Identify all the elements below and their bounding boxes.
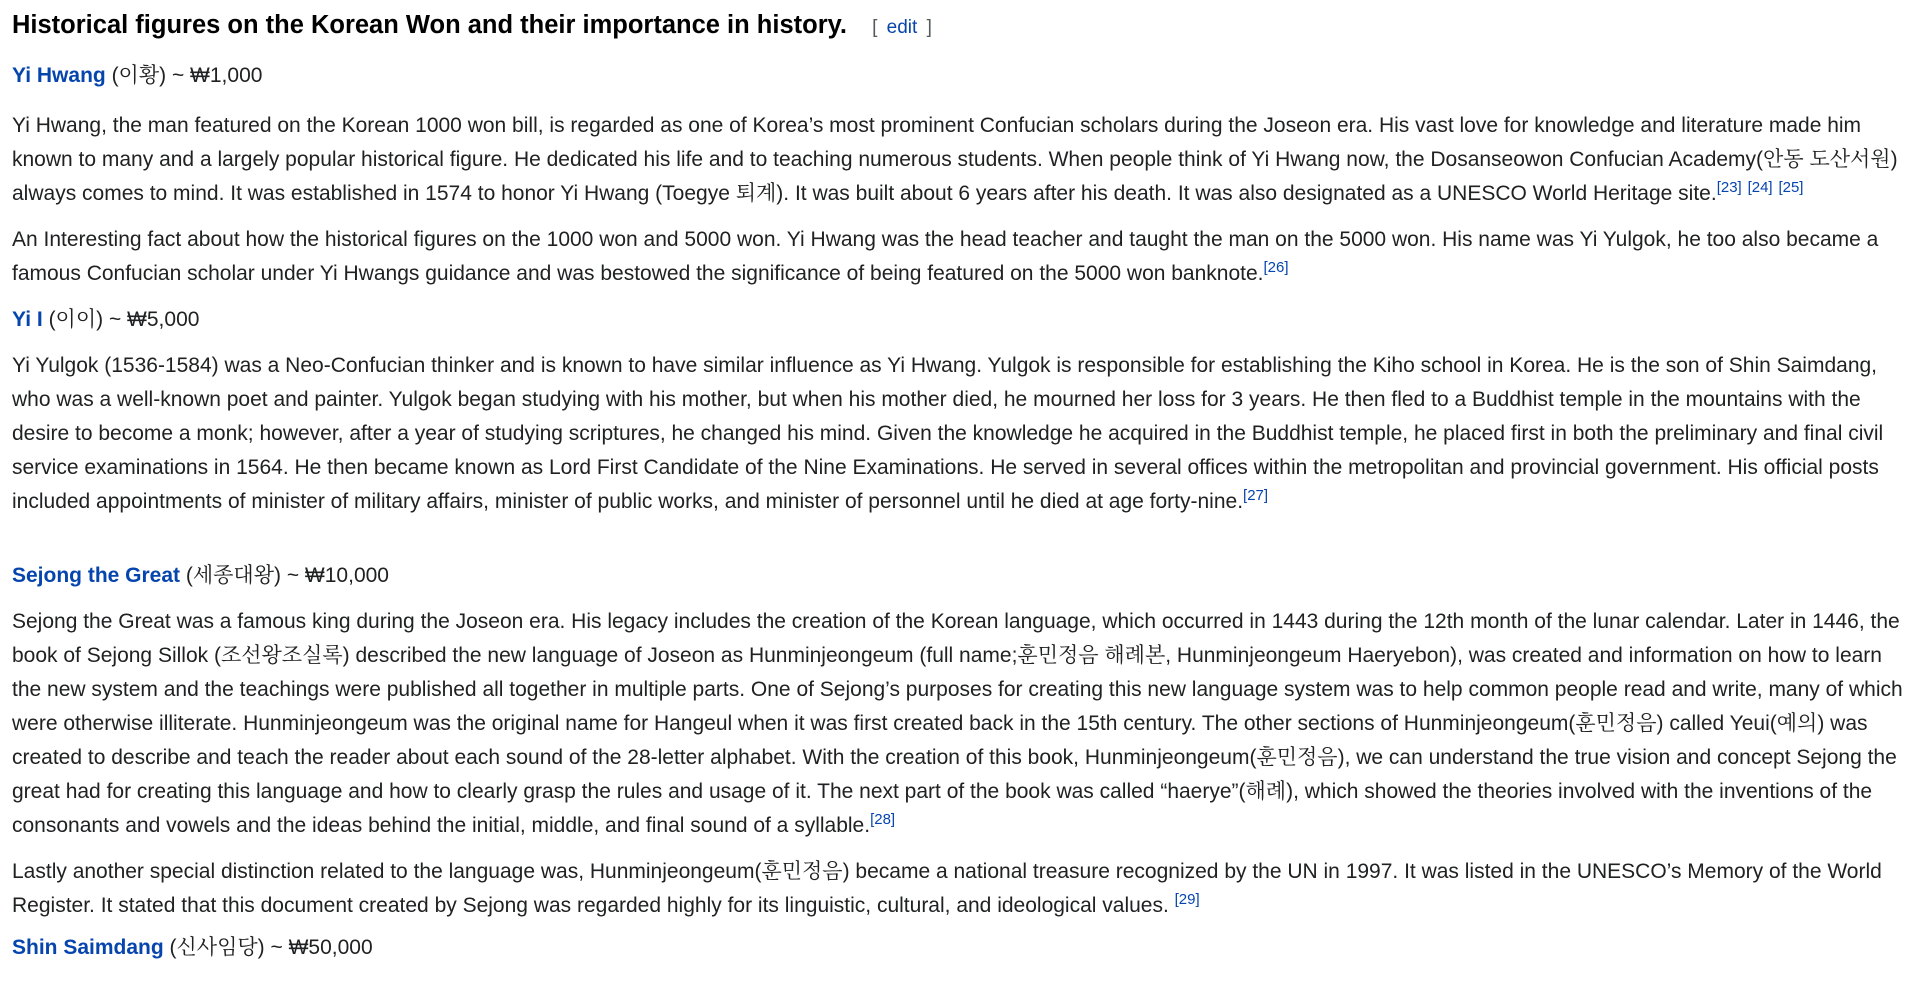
citation-link[interactable]: [27] [1243,487,1269,504]
figure-native-sejong: (세종대왕) ~ ₩10,000 [180,564,389,587]
figure-heading-yi-hwang [12,59,1908,93]
paragraph-text: Sejong the Great was a famous king during the Joseon era. His legacy includes the creation of the Korean language, which occurred in 1443 during the 12th month of the lunar calendar. Later in 1446, the book of Sejong Sillok (조선왕조실록) described the new language of Joseon as Hunminjeongeum (full name;훈민정음 해례본, Hunminjeongeum Haeryebon), was created and information on how to learn the new system and the teachings were published all together in multiple parts. One of Sejong’s purposes for creating this new language system was to help common people read and write, many of which were otherwise illiterate. Hunminjeongeum was the original name for Hangeul when it was first created back in the 15th century. The other sections of Hunminjeongeum(훈민정음) called Yeui(예의) was created to describe and teach the reader about each sound of the 28-letter alphabet. With the creation of this book, Hunminjeongeum(훈민정음), we can understand the true vision and concept Sejong the great had for creating this language and how to clearly grasp the rules and usage of it. The next part of the book was called “haerye”(해례), which showed the theories involved with the inventions of the consonants and vowels and the ideas behind the initial, middle, and final sound of a syllable. [12,610,1903,837]
figure-heading-yi-i [12,303,1908,337]
paragraph-yi-hwang-2 [12,223,1908,291]
figure-heading-sejong [12,559,1908,593]
edit-section [872,17,932,38]
paragraph-sejong-2 [12,855,1908,923]
figure-native-shin-saimdang: (신사임당) ~ ₩50,000 [163,936,373,959]
section-heading [12,10,1908,43]
figure-link-shin-saimdang[interactable]: Shin Saimdang [12,936,164,959]
citation [1748,179,1773,196]
citation-link[interactable]: [29] [1174,891,1200,908]
paragraph-sejong-1 [12,605,1908,843]
paragraph-text: Lastly another special distinction related to the language was, Hunminjeongeum(훈민정음) became a national treasure recognized by the UN in 1997. It was listed in the UNESCO’s Memory of the World Register. It stated that this document created by Sejong was regarded highly for its linguistic, cultural, and ideological values. [12,860,1882,917]
citation [870,811,895,828]
citation [1243,487,1268,504]
article-content [12,0,1908,965]
figure-link-yi-i[interactable]: Yi I [12,308,43,331]
citation [1717,179,1742,196]
paragraph-text: Yi Yulgok (1536-1584) was a Neo-Confucian thinker and is known to have similar influence as Yi Hwang. Yulgok is responsible for establishing the Kiho school in Korea. He is the son of Shin Saimdang, who was a well-known poet and painter. Yulgok began studying with his mother, but when his mother died, he mourned her loss for 3 years. He then fled to a Buddhist temple in the mountains with the desire to become a monk; however, after a year of studying scriptures, he changed his mind. Given the knowledge he acquired in the Buddhist temple, he placed first in both the preliminary and final civil service examinations in 1564. He then became known as Lord First Candidate of the Nine Examinations. He served in several offices within the metropolitan and provincial government. His official posts included appointments of minister of military affairs, minister of public works, and minister of personnel until he died at age forty-nine. [12,354,1884,513]
citation-link[interactable]: [23] [1716,179,1742,196]
figure-heading-shin-saimdang [12,931,1908,965]
paragraph-yi-hwang-1 [12,109,1908,211]
citation-link[interactable]: [28] [870,811,896,828]
citation-link[interactable]: [25] [1778,179,1804,196]
figure-native-yi-hwang: (이황) ~ ₩1,000 [105,64,263,87]
citation [1264,259,1289,276]
citation [1778,179,1803,196]
edit-link[interactable]: edit [886,17,918,38]
paragraph-text: An Interesting fact about how the historical figures on the 1000 won and 5000 won. Yi Hwang was the head teacher and taught the man on the 5000 won. His name was Yi Yulgok, he too also became a famous Confucian scholar under Yi Hwangs guidance and was bestowed the significance of being featured on the 5000 won banknote. [12,228,1879,285]
figure-link-yi-hwang[interactable]: Yi Hwang [12,64,106,87]
section-title: Historical figures on the Korean Won and their importance in history. [12,11,848,39]
figure-native-yi-i: (이이) ~ ₩5,000 [42,308,200,331]
citation [1175,891,1200,908]
figure-link-sejong[interactable]: Sejong the Great [12,564,181,587]
edit-bracket-close: ] [926,17,932,38]
paragraph-yi-i-1 [12,349,1908,519]
citation-link[interactable]: [24] [1747,179,1773,196]
paragraph-text: Yi Hwang, the man featured on the Korean 1000 won bill, is regarded as one of Korea’s most prominent Confucian scholars during the Joseon era. His vast love for knowledge and literature made him known to many and a largely popular historical figure. He dedicated his life and to teaching numerous students. When people think of Yi Hwang now, the Dosanseowon Confucian Academy(안동 도산서원) always comes to mind. It was established in 1574 to honor Yi Hwang (Toegye 퇴계). It was built about 6 years after his death. It was also designated as a UNESCO World Heritage site. [12,114,1898,205]
edit-bracket-open: [ [872,17,878,38]
citation-link[interactable]: [26] [1263,259,1289,276]
